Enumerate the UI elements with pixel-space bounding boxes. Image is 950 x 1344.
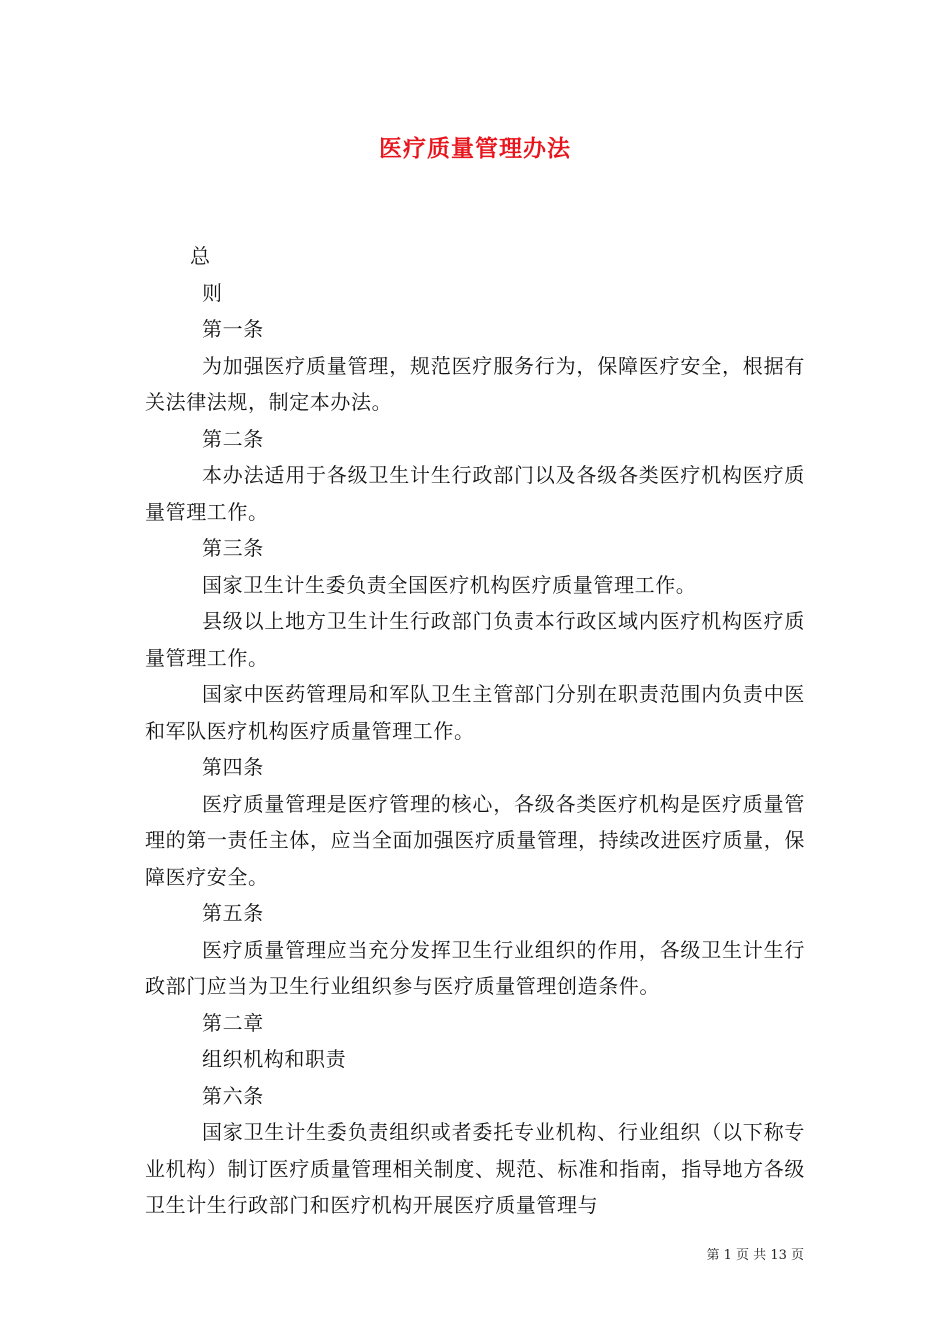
document-title: 医疗质量管理办法 <box>379 135 571 162</box>
page-number-footer: 第 1 页 共 13 页 <box>706 1248 804 1263</box>
paragraph-0: 总 <box>190 244 211 268</box>
paragraph-17: 国家卫生计生委负责组织或者委托专业机构、行业组织（以下称专业机构）制订医疗质量管理相关制度、规范、标准和指南，指导地方各级卫生计生行政部门和医疗机构开展医疗质量管理与 <box>145 1120 805 1217</box>
paragraph-9: 国家中医药管理局和军队卫生主管部门分别在职责范围内负责中医和军队医疗机构医疗质量管理工作。 <box>145 682 805 743</box>
paragraph-5: 本办法适用于各级卫生计生行政部门以及各级各类医疗机构医疗质量管理工作。 <box>145 463 805 524</box>
paragraph-15: 组织机构和职责 <box>202 1047 347 1071</box>
paragraph-2: 第一条 <box>202 317 264 341</box>
paragraph-10: 第四条 <box>202 755 264 779</box>
document-body <box>145 238 805 1224</box>
paragraph-3: 为加强医疗质量管理，规范医疗服务行为，保障医疗安全，根据有关法律法规，制定本办法。 <box>145 353 805 414</box>
paragraph-12: 第五条 <box>202 901 264 925</box>
paragraph-14: 第二章 <box>202 1010 264 1035</box>
paragraph-6: 第三条 <box>202 536 264 560</box>
paragraph-4: 第二条 <box>202 426 264 451</box>
paragraph-7: 国家卫生计生委负责全国医疗机构医疗质量管理工作。 <box>202 572 697 597</box>
paragraph-13: 医疗质量管理应当充分发挥卫生行业组织的作用，各级卫生计生行政部门应当为卫生行业组织参与医疗质量管理创造条件。 <box>145 937 805 998</box>
paragraph-11: 医疗质量管理是医疗管理的核心，各级各类医疗机构是医疗质量管理的第一责任主体，应当全面加强医疗质量管理，持续改进医疗质量，保障医疗安全。 <box>145 791 805 889</box>
paragraph-8: 县级以上地方卫生计生行政部门负责本行政区域内医疗机构医疗质量管理工作。 <box>145 609 805 670</box>
paragraph-1: 则 <box>202 280 223 305</box>
paragraph-16: 第六条 <box>202 1083 264 1108</box>
